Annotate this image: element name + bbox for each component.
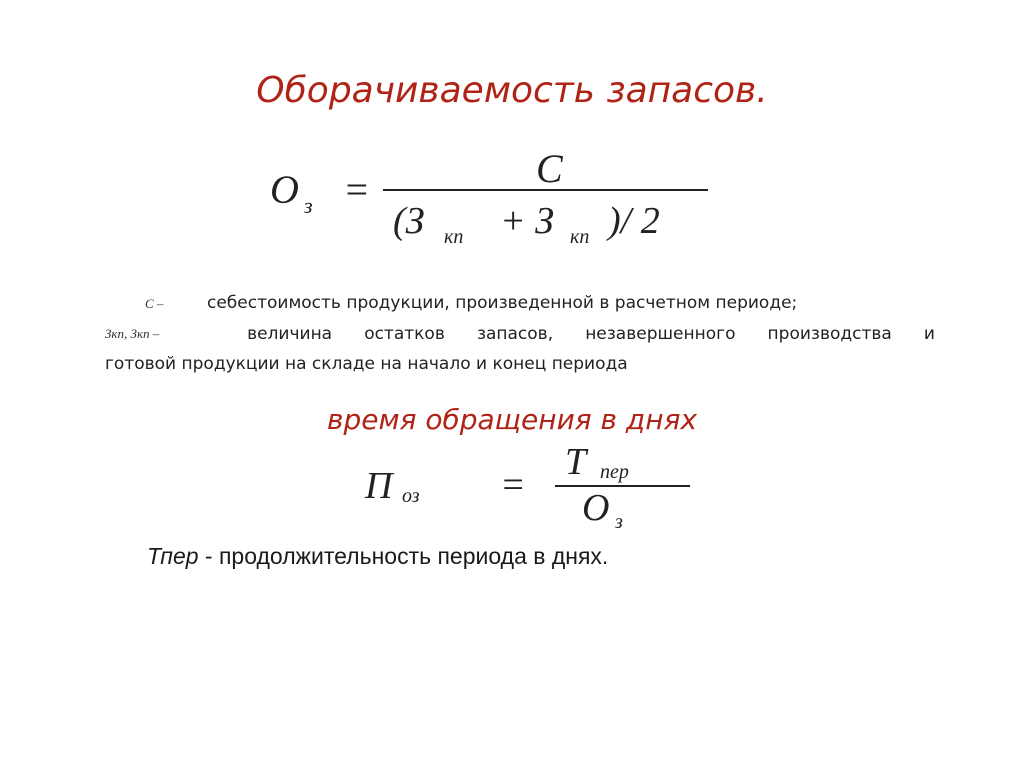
section-subtitle: время обращения в днях [326, 403, 698, 436]
period-variable: Тпер [147, 543, 199, 569]
formula1-denom-sub1: кп [444, 226, 464, 248]
formula1-denom-sub2: кп [570, 226, 590, 248]
symbol-c: С – [145, 296, 164, 311]
formula1-denom-open: (З [393, 200, 425, 242]
period-note [147, 543, 608, 570]
slide-title: Оборачиваемость запасов. [256, 70, 768, 111]
definition-z-word: незавершенного [585, 324, 736, 344]
definition-z-word: запасов, [476, 324, 554, 344]
definitions-block [105, 288, 935, 379]
formula1-denom-close: )/ 2 [608, 200, 660, 242]
formula2-numerator-sub: пер [600, 461, 629, 483]
definition-z-line2: готовой продукции на складе на начало и конец периода [105, 354, 628, 374]
formula2-denominator: О [582, 487, 610, 529]
definition-z-word: величина [247, 324, 333, 344]
turnover-days-formula [360, 440, 700, 537]
formula1-lhs-sub: з [304, 193, 313, 218]
turnover-formula-svg [268, 148, 718, 248]
formula2-denominator-sub: з [615, 511, 623, 532]
formula2-lhs-sub: оз [402, 485, 420, 507]
period-description: - продолжительность периода в днях. [198, 543, 609, 569]
symbol-z: Зкп, Зкп – [105, 326, 160, 341]
formula2-equals: = [500, 464, 526, 506]
formula1-equals: = [343, 167, 370, 212]
definition-c-text: себестоимость продукции, произведенной в расчетном периоде; [207, 293, 798, 313]
formula2-lhs: П [365, 465, 393, 507]
formula1-numerator: С [536, 148, 563, 191]
formula2-numerator: Т [565, 441, 587, 483]
formula1-lhs: О [270, 167, 299, 212]
definition-z-word: производства [767, 324, 892, 344]
formula1-denom-plus: + З [500, 200, 554, 242]
definition-c [105, 288, 935, 319]
definition-z-word: остатков [364, 324, 445, 344]
turnover-days-formula-svg [360, 440, 700, 532]
definition-z-line1 [105, 319, 935, 349]
definition-z-word: и [923, 324, 935, 344]
turnover-formula [268, 148, 718, 253]
